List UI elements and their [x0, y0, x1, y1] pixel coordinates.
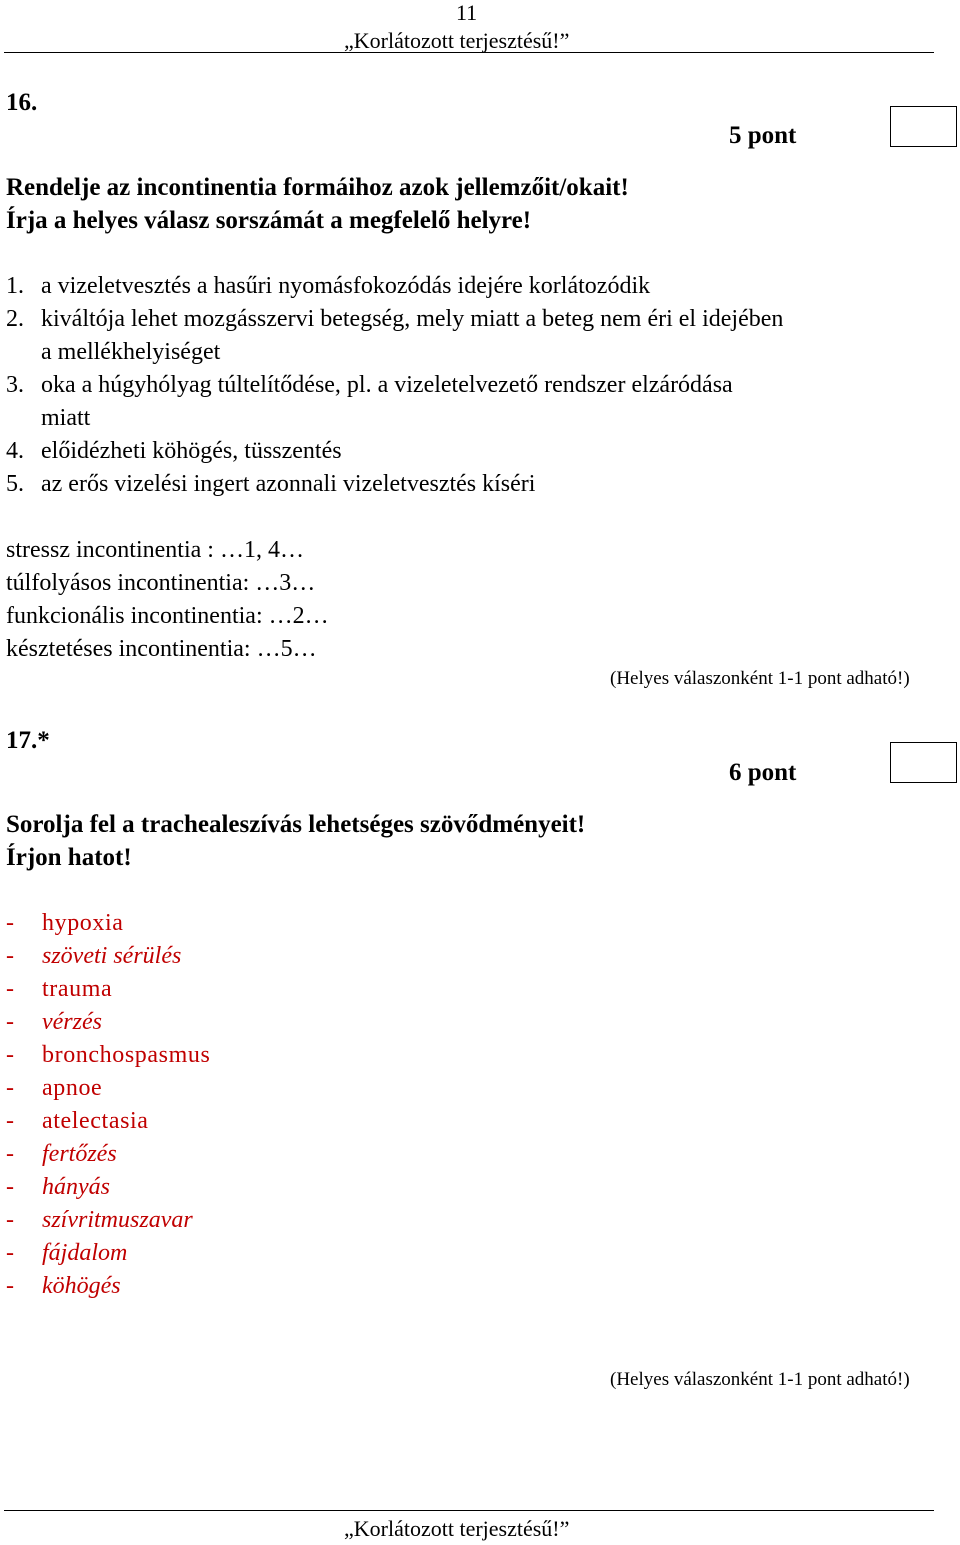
answer-row — [6, 636, 317, 663]
complication-item — [6, 976, 112, 1003]
question-16-number: 16. — [6, 89, 38, 116]
list-dash: - — [6, 943, 14, 969]
list-dash: - — [6, 910, 14, 936]
option-text-continued: miatt — [41, 405, 91, 431]
list-dash: - — [6, 1075, 14, 1101]
option-number: 4. — [6, 438, 24, 464]
complication-text: hypoxia — [42, 910, 124, 936]
answer-row — [6, 537, 304, 564]
list-dash: - — [6, 1273, 14, 1299]
complication-text: szívritmuszavar — [42, 1207, 193, 1233]
list-dash: - — [6, 1207, 14, 1233]
answer-value: …3… — [255, 570, 316, 596]
complication-item — [6, 1141, 117, 1168]
question-17-number: 17.* — [6, 727, 50, 754]
list-dash: - — [6, 1141, 14, 1167]
complication-item — [6, 1273, 121, 1300]
page-number: 11 — [456, 0, 478, 25]
complication-item — [6, 1174, 110, 1201]
complication-item — [6, 1075, 102, 1102]
complication-text: vérzés — [42, 1009, 102, 1035]
list-dash: - — [6, 976, 14, 1002]
complication-text: apnoe — [42, 1075, 103, 1101]
question-16-instruction-2: Írja a helyes válasz sorszámát a megfelelő helyre! — [6, 207, 532, 234]
footer-notice: „Korlátozott terjesztésű!” — [344, 1516, 570, 1541]
question-17-scoring-note: (Helyes válaszonként 1-1 pont adható!) — [610, 1369, 910, 1390]
answer-label: késztetéses incontinentia: — [6, 636, 251, 662]
option-text: az erős vizelési ingert azonnali vizeletvesztés kíséri — [41, 471, 536, 497]
option-number: 1. — [6, 273, 24, 299]
answer-label: túlfolyásos incontinentia: — [6, 570, 250, 596]
question-17-instruction-1: Sorolja fel a trachealeszívás lehetséges szövődményeit! — [6, 811, 586, 838]
question-17-score-box — [890, 742, 957, 783]
complication-item — [6, 943, 181, 970]
complication-text: szöveti sérülés — [42, 943, 182, 969]
complication-item — [6, 1108, 149, 1135]
question-17-instruction-2: Írjon hatot! — [6, 844, 132, 871]
option-text: oka a húgyhólyag túltelítődése, pl. a vizeletelvezető rendszer elzáródása — [41, 372, 733, 398]
list-dash: - — [6, 1240, 14, 1266]
answer-value: …1, 4… — [219, 537, 304, 563]
list-dash: - — [6, 1009, 14, 1035]
complication-item — [6, 1042, 210, 1069]
question-16-score-box — [890, 106, 957, 147]
complication-text: fertőzés — [42, 1141, 117, 1167]
answer-row — [6, 570, 315, 597]
answer-label: funkcionális incontinentia: — [6, 603, 263, 629]
complication-item — [6, 910, 124, 937]
option-text: kiváltója lehet mozgásszervi betegség, mely miatt a beteg nem éri el idejében — [41, 306, 784, 332]
list-dash: - — [6, 1042, 14, 1068]
header-rule — [4, 52, 934, 53]
complication-text: trauma — [42, 976, 113, 1002]
question-16-instruction-1: Rendelje az incontinentia formáihoz azok jellemzőit/okait! — [6, 174, 629, 201]
answer-value: …5… — [256, 636, 317, 662]
header-notice: „Korlátozott terjesztésű!” — [344, 28, 570, 53]
option-number: 3. — [6, 372, 24, 398]
complication-text: fájdalom — [42, 1240, 128, 1266]
option-text: a vizeletvesztés a hasűri nyomásfokozódás idejére korlátozódik — [41, 273, 651, 299]
complication-text: hányás — [42, 1174, 110, 1200]
list-dash: - — [6, 1174, 14, 1200]
complication-item — [6, 1009, 102, 1036]
question-16-points: 5 pont — [729, 122, 797, 149]
complication-item — [6, 1240, 127, 1267]
option-number: 5. — [6, 471, 24, 497]
complication-text: atelectasia — [42, 1108, 149, 1134]
answer-row — [6, 603, 329, 630]
footer-rule — [4, 1510, 934, 1511]
option-number: 2. — [6, 306, 24, 332]
question-17-points: 6 pont — [729, 759, 797, 786]
list-dash: - — [6, 1108, 14, 1134]
question-16-scoring-note: (Helyes válaszonként 1-1 pont adható!) — [610, 668, 910, 689]
option-text: előidézheti köhögés, tüsszentés — [41, 438, 342, 464]
complication-item — [6, 1207, 193, 1234]
option-text-continued: a mellékhelyiséget — [41, 339, 221, 365]
complication-text: köhögés — [42, 1273, 121, 1299]
complication-text: bronchospasmus — [42, 1042, 211, 1068]
answer-value: …2… — [268, 603, 329, 629]
answer-label: stressz incontinentia : — [6, 537, 214, 563]
